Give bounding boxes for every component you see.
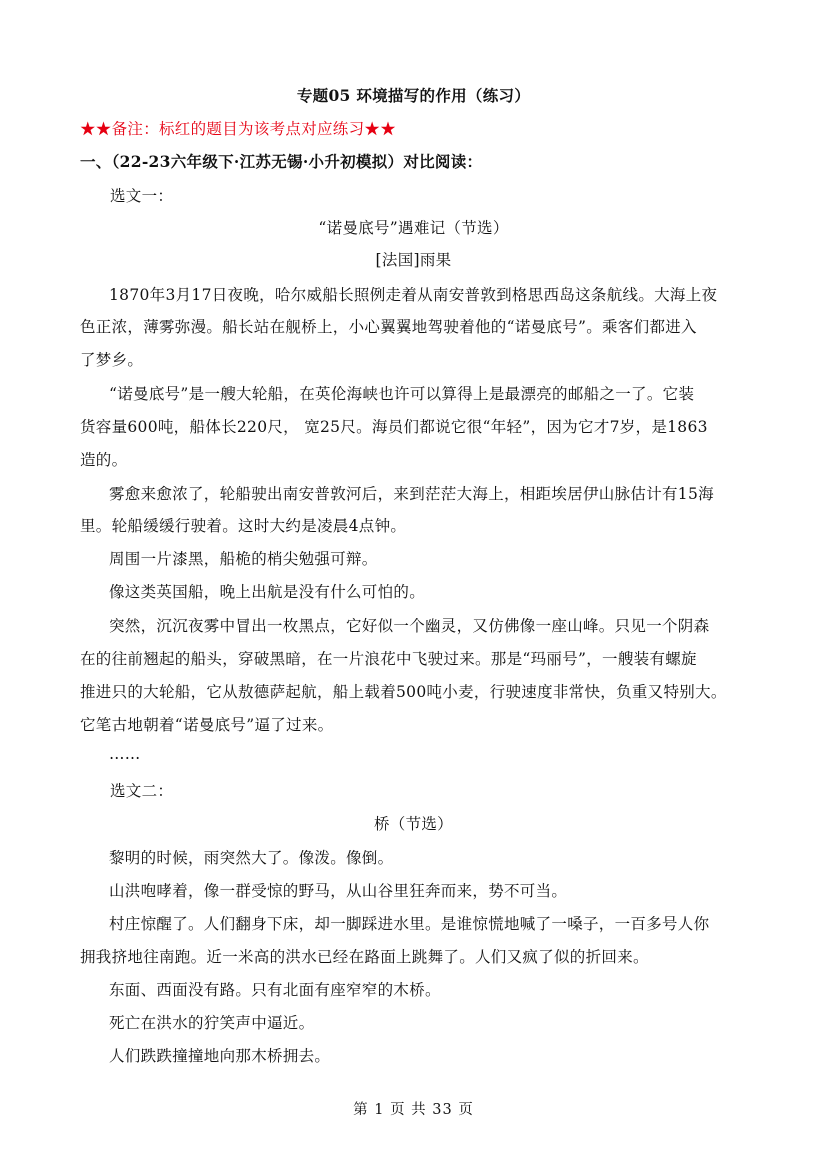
passage1-author: [法国]雨果 [375, 251, 452, 269]
passage1-line: 突然，沉沉夜雾中冒出一枚黑点，它好似一个幽灵，又仿佛像一座山峰。只见一个阴森 [109, 617, 710, 635]
passage1-label: 选文一： [110, 187, 174, 205]
passage2-title: 桥（节选） [373, 815, 453, 833]
page-title: 专题05 环境描写的作用（练习） [296, 86, 531, 105]
passage2-label: 选文二： [110, 782, 174, 800]
page-number-footer: 第 1 页 共 33 页 [353, 1102, 474, 1118]
passage1-line: 了梦乡。 [80, 351, 144, 369]
passage2-line: 死亡在洪水的狞笑声中逼近。 [109, 1014, 315, 1032]
passage1-title: “诺曼底号”遇难记（节选） [318, 219, 509, 237]
passage1-line: 它笔古地朝着“诺曼底号”逼了过来。 [80, 716, 334, 734]
passage1-line: 像这类英国船，晚上出航是没有什么可怕的。 [109, 583, 426, 601]
passage2-line: 黎明的时候，雨突然大了。像泼。像倒。 [109, 849, 394, 867]
passage2-line: 山洪咆哮着，像一群受惊的野马，从山谷里狂奔而来，势不可当。 [109, 882, 568, 900]
passage2-line: 人们跌跌撞撞地向那木桥拥去。 [109, 1047, 331, 1065]
passage1-line: “诺曼底号”是一艘大轮船，在英伦海峡也许可以算得上是最漂亮的邮船之一了。它装 [109, 385, 695, 403]
note-red: ★★备注：标红的题目为该考点对应练习★★ [80, 120, 397, 138]
passage1-line: 周围一片漆黑，船桅的梢尖勉强可辩。 [109, 550, 378, 568]
passage2-line: 拥我挤地往南跑。近一米高的洪水已经在路面上跳舞了。人们又疯了似的折回来。 [80, 948, 649, 966]
question-heading: 一、（22-23六年级下·江苏无锡·小升初模拟）对比阅读： [80, 152, 483, 171]
passage2-line: 村庄惊醒了。人们翻身下床，却一脚踩进水里。是谁惊慌地喊了一嗓子，一百多号人你 [109, 915, 710, 933]
passage1-line: 推进只的大轮船，它从敖德萨起航，船上载着500吨小麦，行驶速度非常快，负重又特别大。 [80, 683, 727, 701]
passage1-line: 造的。 [80, 451, 128, 469]
passage1-line: 在的往前翘起的船头，穿破黑暗，在一片浪花中飞驶过来。那是“玛丽号”，一艘装有螺旋 [80, 650, 697, 668]
passage1-line: 里。轮船缓缓行驶着。这时大约是凌晨4点钟。 [80, 517, 407, 535]
passage1-line: 1870年3月17日夜晚，哈尔威船长照例走着从南安普敦到格思西岛这条航线。大海上夜 [109, 286, 718, 304]
passage2-line: 东面、西面没有路。只有北面有座窄窄的木桥。 [109, 981, 441, 999]
passage1-line: 雾愈来愈浓了，轮船驶出南安普敦河后，来到茫茫大海上，相距埃居伊山脉估计有15海 [109, 485, 714, 503]
passage1-line: 货容量600吨，船体长220尺， 宽25尺。海员们都说它很“年轻”，因为它才7岁，是1863 [80, 418, 708, 436]
passage1-ellipsis: …… [109, 745, 141, 763]
passage1-line: 色正浓，薄雾弥漫。船长站在舰桥上，小心翼翼地驾驶着他的“诺曼底号”。乘客们都进入 [80, 318, 697, 336]
